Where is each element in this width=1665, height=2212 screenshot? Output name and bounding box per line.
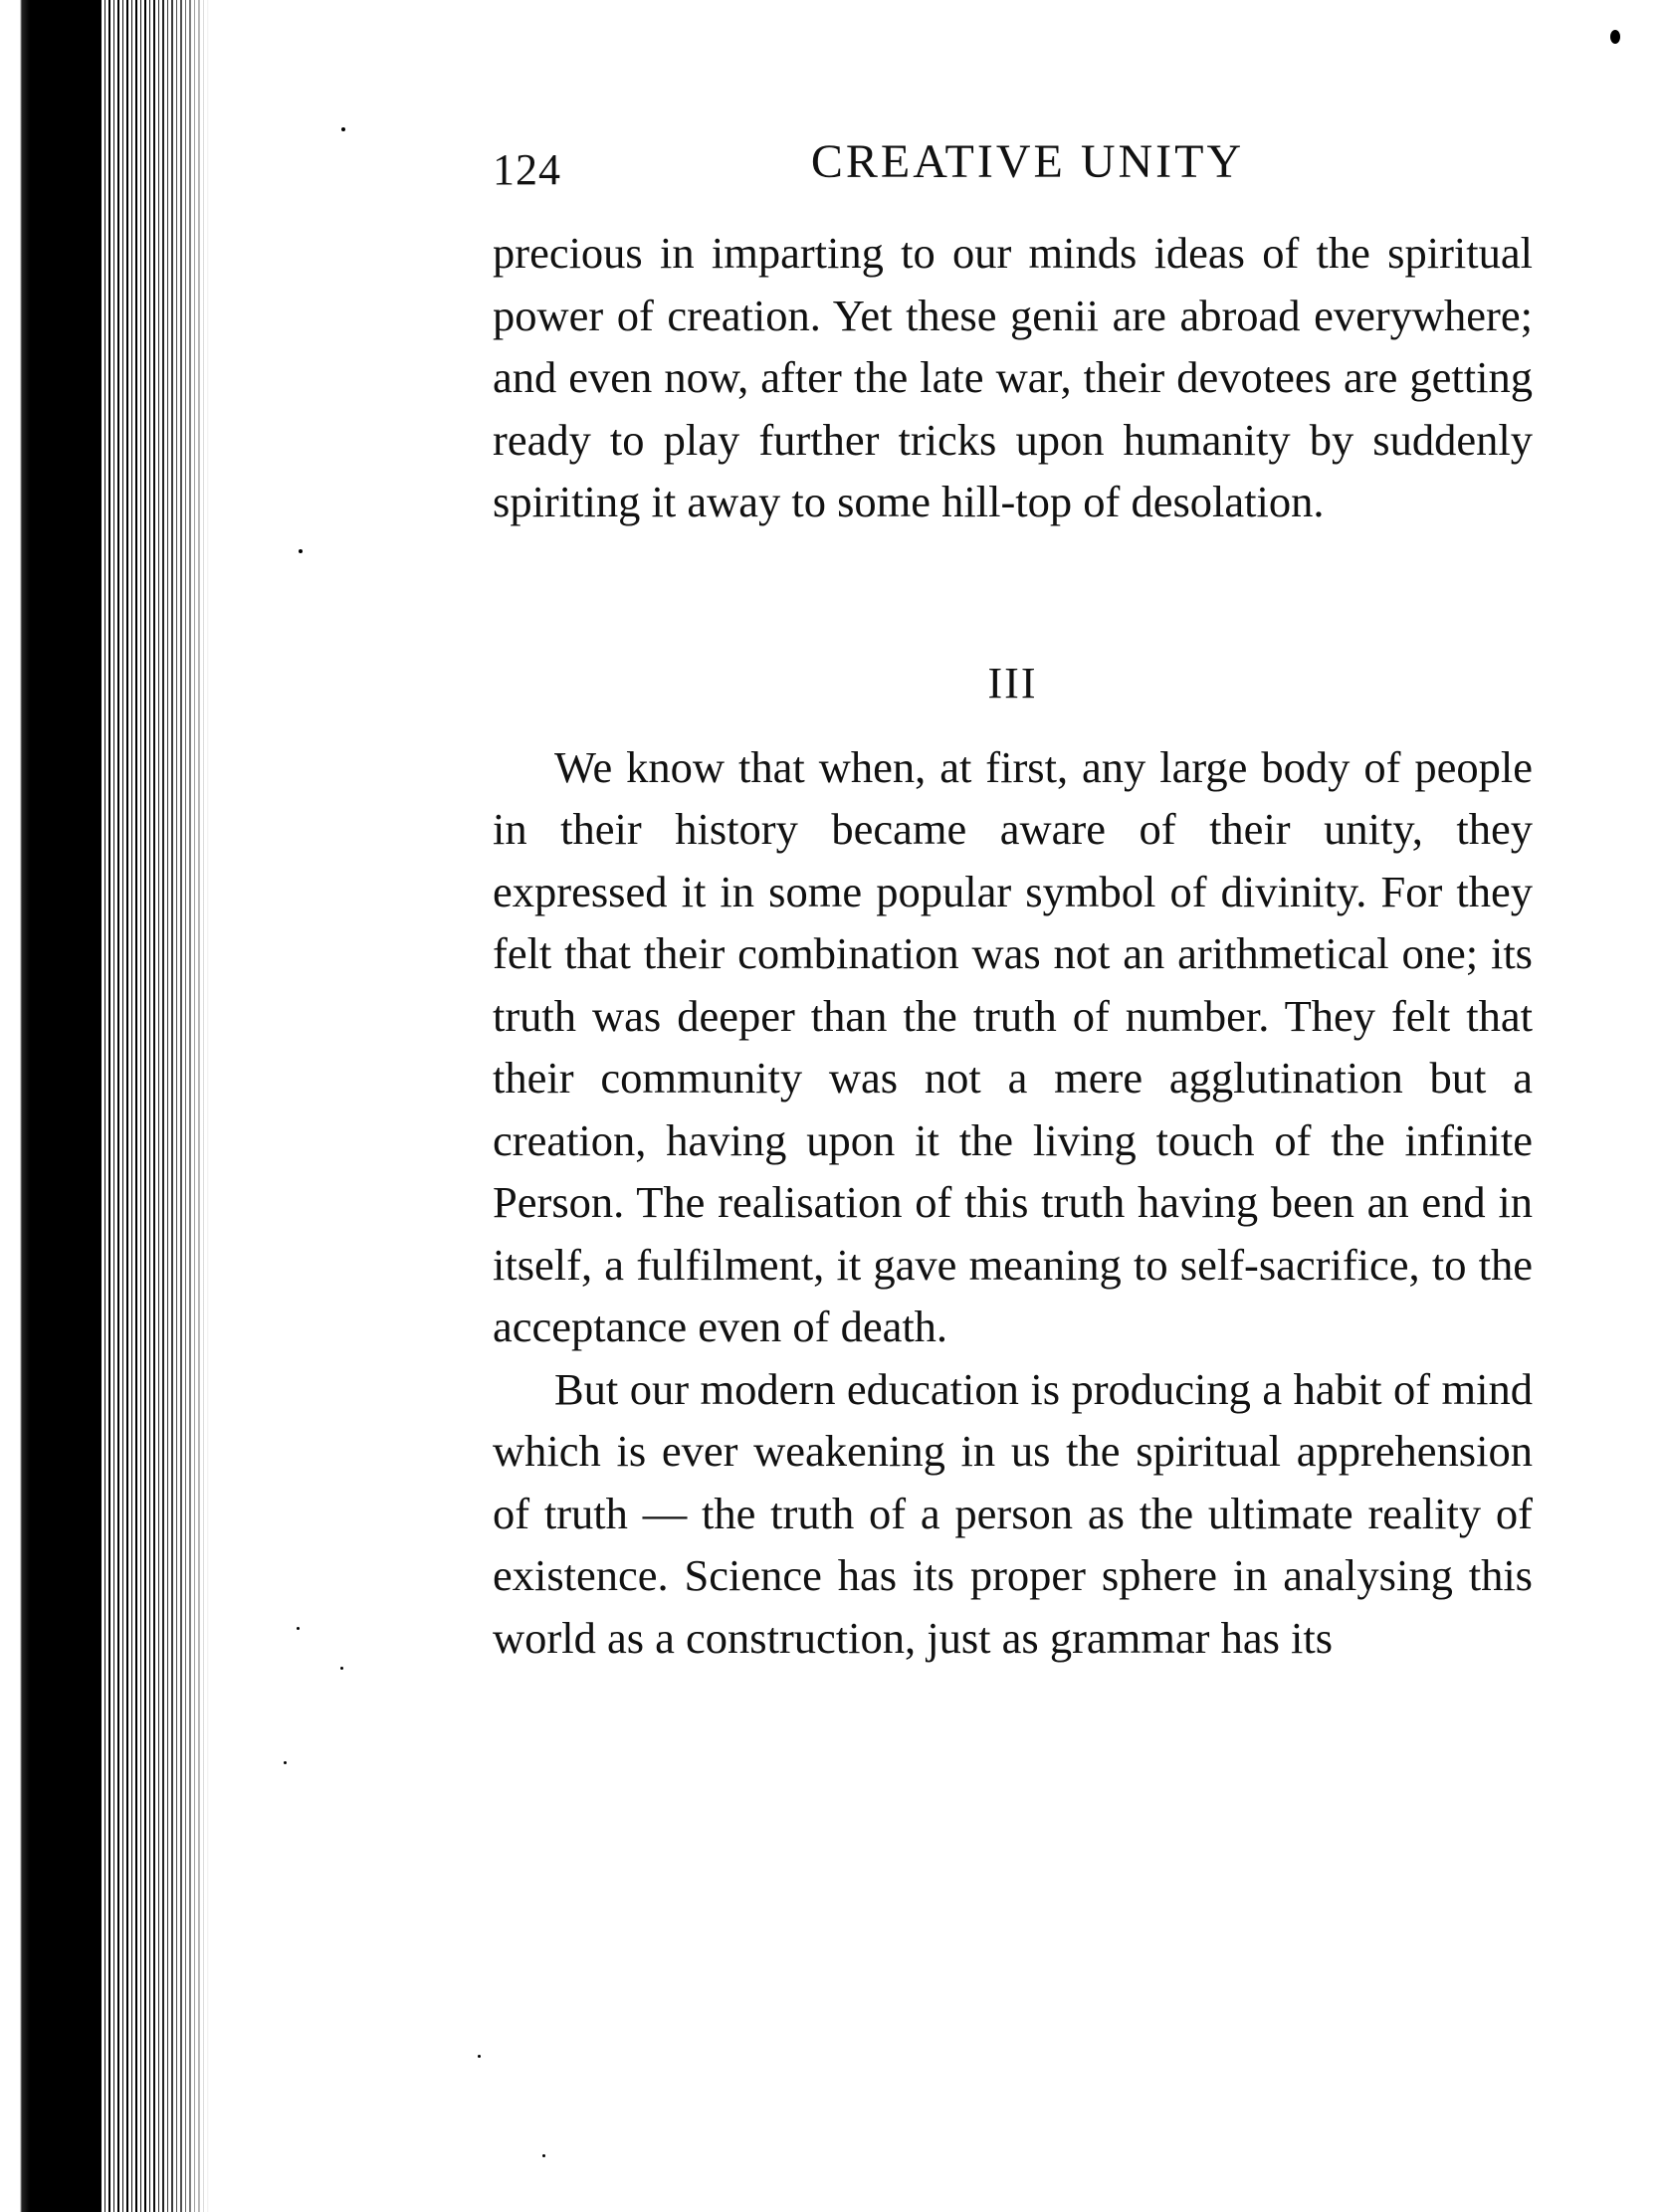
book-page xyxy=(493,134,1533,1669)
scan-speck xyxy=(297,1627,300,1630)
spine-shadow xyxy=(30,0,100,2212)
scan-speck xyxy=(284,1761,287,1764)
scan-speck xyxy=(340,1667,343,1670)
paragraph-continuation: precious in imparting to our minds ideas of the spiritual power of creation. Yet these genii are abroad everywhere; and even now, after the late war, their devotees are getting ready to play further tricks upon humanity by suddenly spiriting it away to some hill-top of desolation. xyxy=(493,228,1533,526)
running-head xyxy=(493,134,1533,204)
scan-speck xyxy=(299,549,303,553)
section-heading: III xyxy=(987,658,1038,707)
page-number: 124 xyxy=(493,145,561,194)
book-spine-gutter xyxy=(0,0,214,2212)
scan-speck xyxy=(542,2154,545,2157)
scan-speck xyxy=(1610,30,1620,44)
scan-speck xyxy=(341,127,345,131)
scan-speck xyxy=(478,2055,481,2058)
paragraph-modern-education: But our modern education is producing a habit of mind which is ever weakening in us the spiritual apprehension of truth — the truth of a person as the ultimate reality of existence. Science has its proper sphere in analysing this world as a construction, just as grammar has its xyxy=(493,1363,1533,1663)
spine-edge xyxy=(0,0,30,2212)
running-title: CREATIVE UNITY xyxy=(810,135,1245,188)
paragraph-section-start: We know that when, at first, any large body of people in their history became aware of their unity, they expressed it in some popular symbol of divinity. For they felt that their combination was not an arithmetical one; its truth was deeper than the truth of number. They felt that their community was not a mere agglutination but a creation, having upon it the living touch of the infinite Person. The realisation of this truth having been an end in itself, a fulfilment, it gave meaning to self-sacrifice, to the acceptance even of death. xyxy=(493,741,1533,1351)
spine-fade xyxy=(149,0,209,2212)
